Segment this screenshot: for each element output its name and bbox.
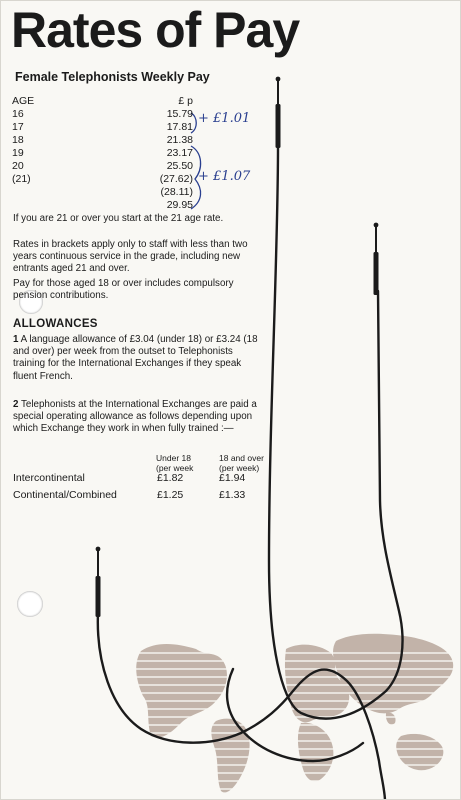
exchange-name: Intercontinental [13, 472, 85, 484]
info-paragraph: If you are 21 or over you start at the 21 age rate. [13, 213, 224, 224]
section-subtitle: Female Telephonists Weekly Pay [15, 70, 210, 84]
item-number: 1 [13, 334, 19, 345]
allowance-item-1 [13, 334, 263, 383]
allowance-under-18: £1.82 [157, 472, 184, 484]
item-number: 2 [13, 399, 19, 410]
handwritten-note: + £1.01 [198, 111, 251, 126]
allowance-18-and-over: £1.94 [219, 472, 246, 484]
age-cell: (21) [12, 173, 31, 185]
pay-cell: 25.50 [166, 160, 193, 172]
jack-plug-1 [276, 77, 281, 148]
column-header-18-and-over: 18 and over (per week) [219, 453, 264, 473]
pay-cell: (28.11) [160, 186, 193, 198]
world-map-illustration [136, 634, 453, 793]
jack-plug-2 [374, 223, 379, 295]
info-paragraph: Pay for those aged 18 or over includes compulsory pension contributions. [13, 278, 234, 302]
item-text: Telephonists at the International Exchanges are paid a special operating allowance as follows depending upon which Exchange they work in when fully trained :— [13, 399, 257, 435]
pay-cell: 21.38 [166, 134, 193, 146]
pay-cell: 17.81 [166, 121, 193, 133]
allowance-18-and-over: £1.33 [219, 489, 246, 501]
age-cell: 20 [12, 160, 24, 172]
handwritten-note: + £1.07 [198, 169, 251, 184]
age-column [12, 95, 34, 212]
pay-cell: 15.79 [166, 108, 193, 120]
column-header-under-18: Under 18 (per week [156, 453, 194, 473]
pay-column [151, 95, 193, 212]
age-header: AGE [12, 95, 35, 107]
pay-cell: (27.62) [159, 173, 193, 185]
jack-plug-3 [96, 547, 101, 617]
age-cell [12, 199, 34, 212]
age-cell: 18 [12, 134, 24, 146]
page-title: Rates of Pay [11, 2, 300, 58]
item-text: A language allowance of £3.04 (under 18) or £3.24 (18 and over) per week from the outset to Telephonists training for the International Exchanges if they speak fluent French. [13, 334, 258, 382]
age-cell: 17 [12, 121, 24, 133]
age-cell [12, 186, 34, 199]
age-cell: 16 [12, 108, 24, 120]
pay-cell: 29.95 [166, 199, 193, 211]
allowance-item-2 [13, 399, 263, 436]
age-cell: 19 [12, 147, 24, 159]
pay-cell: 23.17 [166, 147, 193, 159]
pay-header: £ p [178, 95, 193, 107]
allowances-heading: ALLOWANCES [13, 318, 98, 330]
info-paragraph: Rates in brackets apply only to staff with less than two years continuous service in the grade, including new entrants aged 21 and over. [13, 239, 248, 275]
exchange-name: Continental/Combined [13, 489, 117, 501]
allowance-under-18: £1.25 [157, 489, 184, 501]
